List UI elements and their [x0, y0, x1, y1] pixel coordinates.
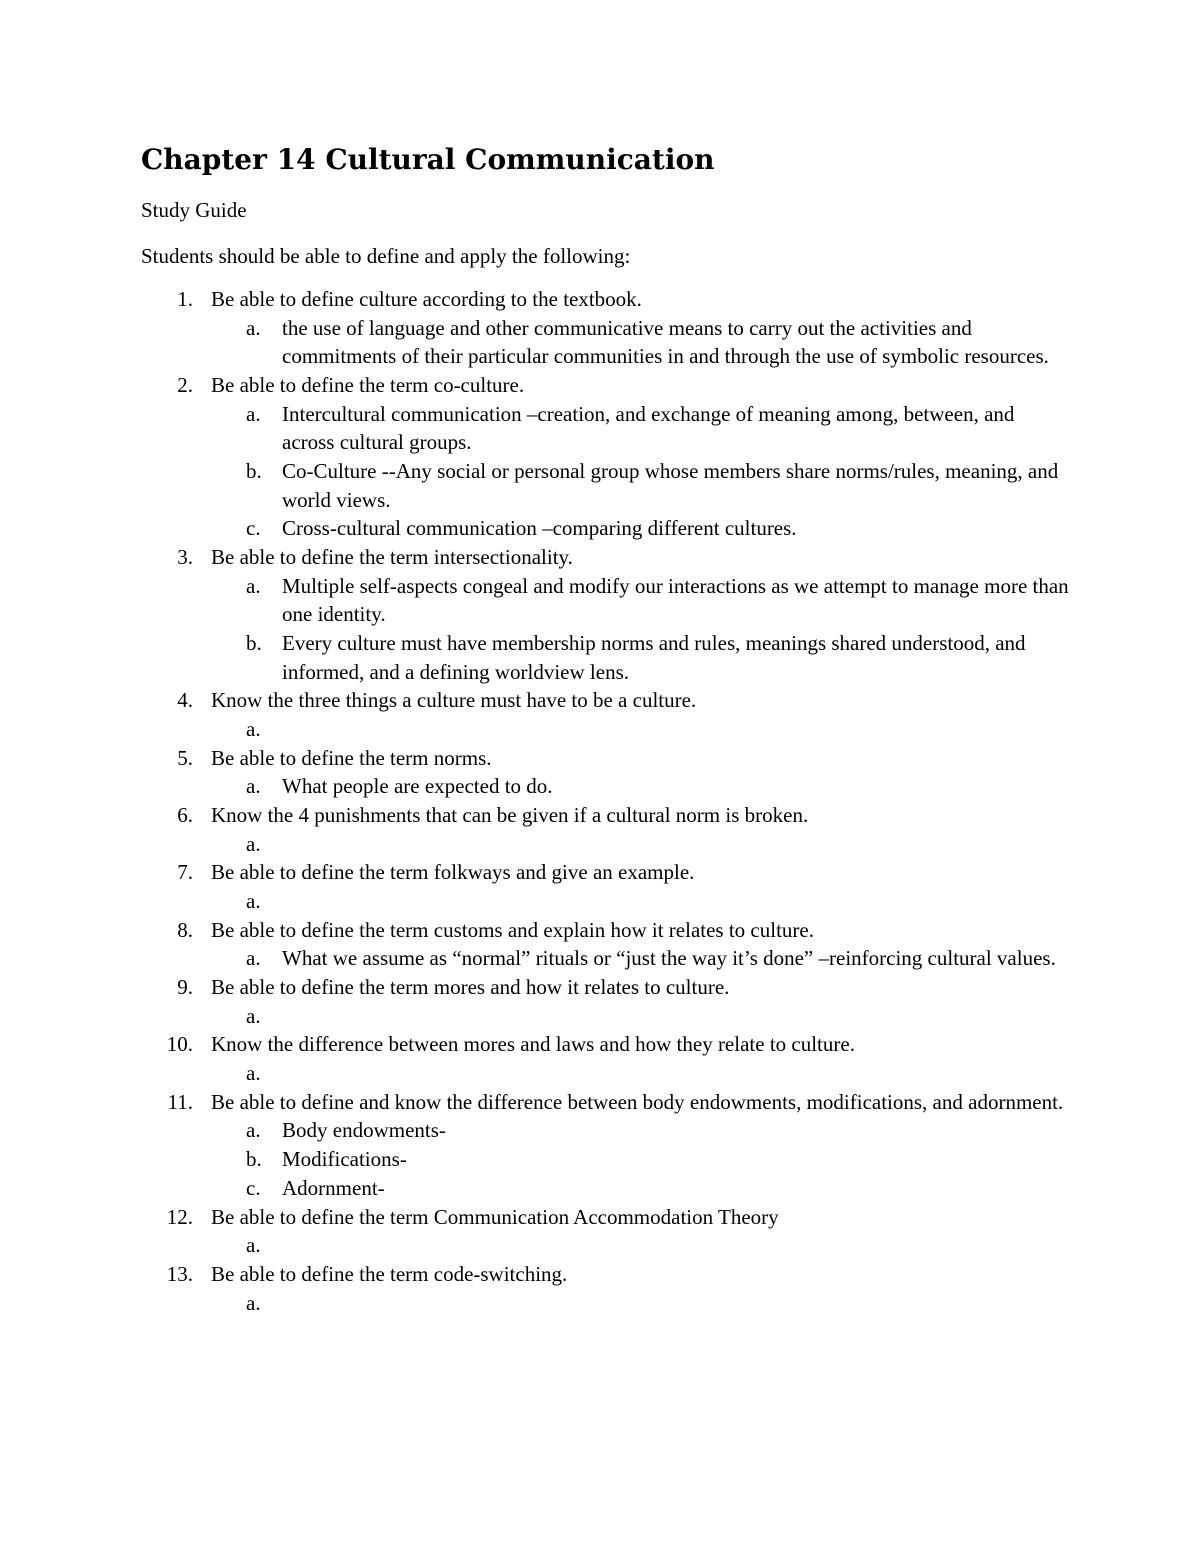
- list-item: [0, 1260, 1071, 1317]
- item-text: Be able to define the term co-culture.: [211, 373, 525, 398]
- item-number: 13.: [166, 1261, 193, 1286]
- sub-list: [211, 944, 1071, 973]
- sub-item-text: the use of language and other communicative means to carry out the activities and commitments of their particular communities in and through the use of symbolic resources.: [282, 315, 1049, 369]
- sub-item-letter: a.: [246, 315, 261, 340]
- sub-list-item: [211, 715, 1072, 744]
- sub-item-text: Co-Culture --Any social or personal group whose members share norms/rules, meaning, and world views.: [282, 459, 1059, 512]
- sub-list-item: [211, 772, 1072, 801]
- list-item: [0, 801, 1071, 858]
- sub-list-item: [211, 887, 1072, 916]
- sub-item-text: Cross-cultural communication –comparing different cultures.: [282, 516, 797, 541]
- sub-item-letter: a.: [246, 1003, 261, 1028]
- item-number: 5.: [177, 745, 193, 770]
- sub-item-letter: a.: [246, 401, 261, 426]
- item-text: Be able to define the term code-switching.: [211, 1261, 568, 1286]
- item-text: Be able to define the term intersectionality.: [211, 545, 573, 570]
- document-title: Chapter 14 Cultural Communication: [141, 143, 715, 176]
- item-number: 9.: [177, 975, 193, 1000]
- sub-list-item: [211, 1174, 1072, 1203]
- item-number: 11.: [167, 1089, 193, 1114]
- item-text: Know the three things a culture must have to be a culture.: [211, 688, 697, 713]
- sub-item-text: Modifications-: [282, 1147, 407, 1172]
- item-number: 10.: [166, 1032, 193, 1057]
- sub-list: [211, 715, 1071, 744]
- sub-item-letter: b.: [246, 1147, 262, 1172]
- sub-item-text: What we assume as “normal” rituals or “just the way it’s done” –reinforcing cultural values.: [282, 946, 1056, 971]
- sub-item-text: Multiple self-aspects congeal and modify our interactions as we attempt to manage more than one identity.: [282, 573, 1069, 627]
- sub-list-item: [211, 1116, 1072, 1145]
- sub-item-letter: a.: [246, 889, 261, 914]
- sub-list-item: [211, 1231, 1072, 1260]
- sub-list-item: [211, 314, 1072, 371]
- item-number: 7.: [177, 860, 193, 885]
- sub-item-letter: a.: [246, 1061, 261, 1086]
- sub-list: [211, 1002, 1071, 1031]
- item-text: Be able to define the term mores and how it relates to culture.: [211, 975, 730, 1000]
- list-item: [0, 744, 1071, 801]
- sub-item-letter: b.: [246, 459, 262, 484]
- item-number: 12.: [166, 1204, 193, 1229]
- sub-item-letter: a.: [246, 573, 261, 598]
- sub-item-letter: a.: [246, 946, 261, 971]
- list-item: [0, 1203, 1071, 1260]
- sub-list-item: [211, 514, 1072, 543]
- sub-list: [211, 1289, 1071, 1318]
- sub-list-item: [211, 1002, 1072, 1031]
- sub-item-letter: a.: [246, 831, 261, 856]
- item-number: 4.: [177, 688, 193, 713]
- item-text: Be able to define and know the difference between body endowments, modifications, and adornment.: [211, 1089, 1064, 1114]
- sub-item-text: Intercultural communication –creation, and exchange of meaning among, between, and across cultural groups.: [282, 401, 1015, 455]
- sub-list-item: [211, 629, 1072, 686]
- item-text: Be able to define the term folkways and give an example.: [211, 860, 695, 885]
- item-text: Know the 4 punishments that can be given if a cultural norm is broken.: [211, 803, 809, 828]
- sub-item-letter: a.: [246, 1233, 261, 1258]
- sub-item-letter: c.: [246, 516, 261, 541]
- list-item: [0, 285, 1071, 371]
- sub-item-letter: b.: [246, 631, 262, 656]
- item-number: 6.: [177, 803, 193, 828]
- sub-item-letter: a.: [246, 774, 261, 799]
- item-number: 2.: [177, 373, 193, 398]
- list-item: [0, 1088, 1071, 1203]
- sub-item-letter: c.: [246, 1175, 261, 1200]
- sub-list: [211, 400, 1071, 543]
- sub-list: [211, 1059, 1071, 1088]
- sub-list-item: [211, 830, 1072, 859]
- item-number: 8.: [177, 917, 193, 942]
- list-item: [0, 973, 1071, 1030]
- list-item: [0, 371, 1071, 543]
- sub-item-letter: a.: [246, 1290, 261, 1315]
- list-item: [0, 916, 1071, 973]
- sub-item-text: What people are expected to do.: [282, 774, 553, 799]
- item-number: 1.: [177, 287, 193, 311]
- sub-item-text: Every culture must have membership norms and rules, meanings shared understood, and informed, and a defining worldview lens.: [282, 631, 1026, 684]
- sub-item-text: Adornment-: [282, 1175, 385, 1200]
- study-list: [0, 285, 1200, 1317]
- sub-list: [211, 314, 1071, 371]
- sub-list-item: [211, 572, 1072, 629]
- sub-list-item: [211, 457, 1072, 514]
- item-text: Be able to define culture according to the textbook.: [211, 287, 642, 311]
- list-item: [0, 1030, 1071, 1087]
- item-text: Be able to define the term norms.: [211, 745, 492, 770]
- sub-item-text: Body endowments-: [282, 1118, 446, 1143]
- sub-list-item: [211, 1289, 1072, 1318]
- list-item: [0, 858, 1071, 915]
- intro-text: Students should be able to define and apply the following:: [141, 244, 631, 268]
- sub-list: [211, 1116, 1071, 1202]
- sub-list-item: [211, 400, 1072, 457]
- sub-list: [211, 572, 1071, 687]
- document-subtitle: Study Guide: [141, 198, 247, 222]
- sub-item-letter: a.: [246, 717, 261, 742]
- sub-list: [211, 772, 1071, 801]
- item-text: Be able to define the term customs and explain how it relates to culture.: [211, 917, 814, 942]
- sub-list-item: [211, 1145, 1072, 1174]
- sub-list: [211, 1231, 1071, 1260]
- sub-item-letter: a.: [246, 1118, 261, 1143]
- list-item: [0, 543, 1071, 686]
- sub-list-item: [211, 1059, 1072, 1088]
- sub-list: [211, 887, 1071, 916]
- list-item: [0, 686, 1071, 743]
- item-text: Know the difference between mores and laws and how they relate to culture.: [211, 1032, 855, 1057]
- item-number: 3.: [177, 545, 193, 570]
- sub-list: [211, 830, 1071, 859]
- sub-list-item: [211, 944, 1072, 973]
- item-text: Be able to define the term Communication Accommodation Theory: [211, 1204, 779, 1229]
